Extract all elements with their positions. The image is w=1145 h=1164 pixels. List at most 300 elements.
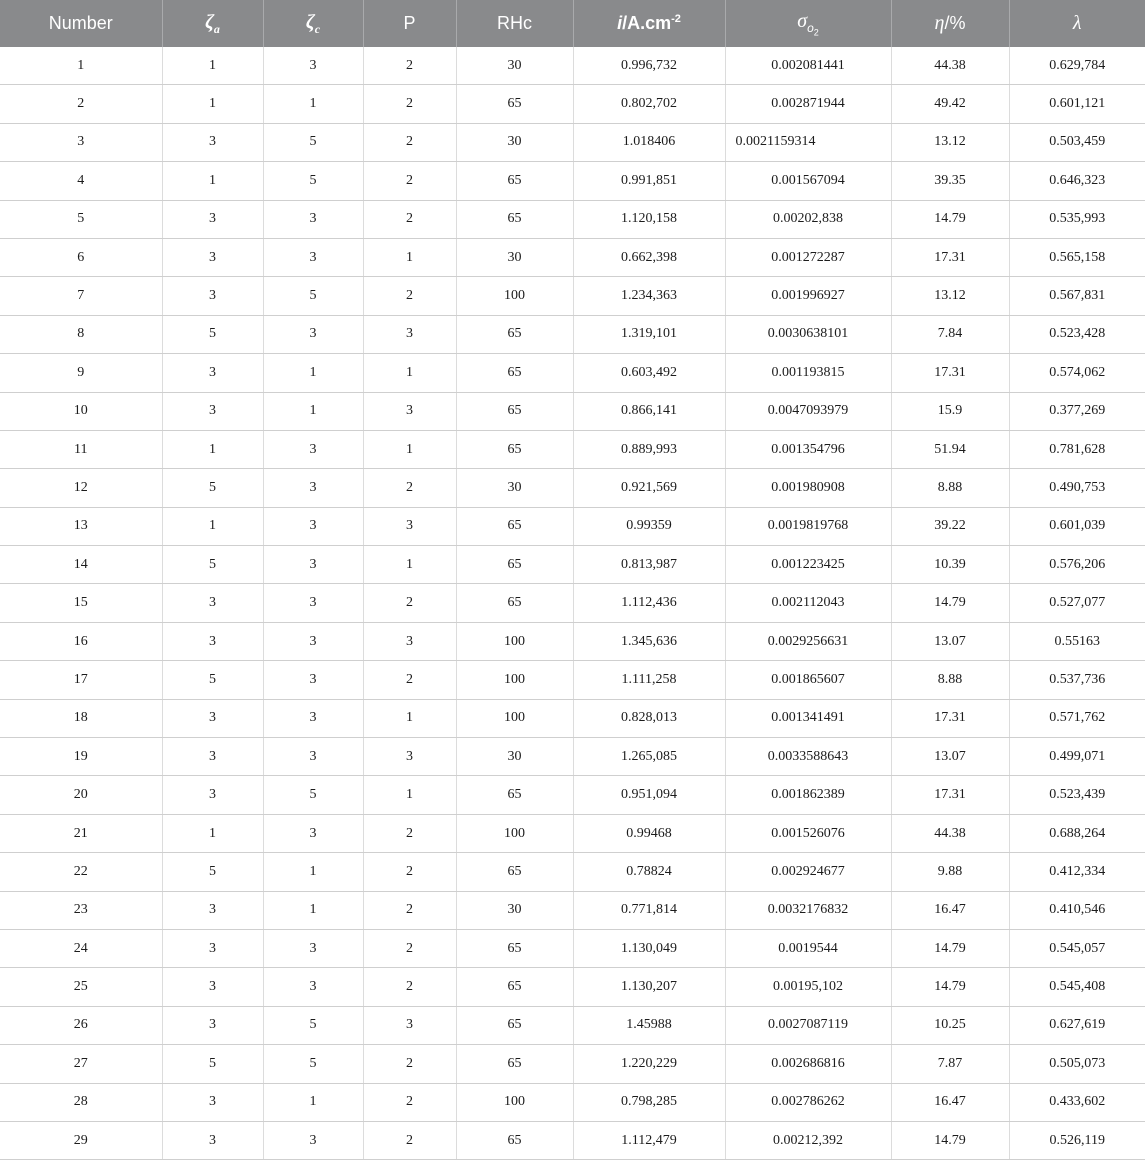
- cell-rhc: 65: [456, 430, 573, 468]
- cell-rhc: 65: [456, 929, 573, 967]
- cell-eta: 13.12: [891, 123, 1009, 161]
- cell-current-density: 0.828,013: [573, 699, 725, 737]
- cell-eta: 10.25: [891, 1006, 1009, 1044]
- cell-rhc: 100: [456, 699, 573, 737]
- cell-zeta-c: 1: [263, 85, 363, 123]
- cell-current-density: 1.112,436: [573, 584, 725, 622]
- cell-rhc: 100: [456, 1083, 573, 1121]
- col-header-lambda: λ: [1009, 0, 1145, 47]
- cell-number: 24: [0, 929, 162, 967]
- cell-zeta-a: 5: [162, 853, 263, 891]
- cell-number: 25: [0, 968, 162, 1006]
- cell-zeta-c: 3: [263, 661, 363, 699]
- cell-lambda: 0.574,062: [1009, 354, 1145, 392]
- cell-eta: 8.88: [891, 469, 1009, 507]
- cell-sigma-o2: 0.0021159314: [725, 123, 891, 161]
- cell-number: 1: [0, 47, 162, 85]
- cell-eta: 44.38: [891, 47, 1009, 85]
- cell-p: 3: [363, 315, 456, 353]
- cell-zeta-c: 3: [263, 622, 363, 660]
- cell-lambda: 0.781,628: [1009, 430, 1145, 468]
- table-row: [0, 891, 1145, 929]
- cell-p: 1: [363, 354, 456, 392]
- cell-p: 1: [363, 238, 456, 276]
- cell-lambda: 0.523,439: [1009, 776, 1145, 814]
- cell-zeta-a: 5: [162, 469, 263, 507]
- cell-lambda: 0.490,753: [1009, 469, 1145, 507]
- cell-current-density: 0.951,094: [573, 776, 725, 814]
- col-header-number: Number: [0, 0, 162, 47]
- cell-current-density: 0.78824: [573, 853, 725, 891]
- cell-p: 2: [363, 891, 456, 929]
- cell-number: 22: [0, 853, 162, 891]
- table-row: [0, 1006, 1145, 1044]
- table-row: [0, 162, 1145, 200]
- cell-current-density: 1.112,479: [573, 1121, 725, 1159]
- cell-rhc: 100: [456, 661, 573, 699]
- cell-eta: 49.42: [891, 85, 1009, 123]
- cell-eta: 14.79: [891, 929, 1009, 967]
- cell-zeta-a: 3: [162, 584, 263, 622]
- cell-lambda: 0.646,323: [1009, 162, 1145, 200]
- cell-zeta-a: 1: [162, 47, 263, 85]
- cell-number: 10: [0, 392, 162, 430]
- cell-eta: 16.47: [891, 891, 1009, 929]
- cell-zeta-a: 5: [162, 546, 263, 584]
- cell-eta: 39.22: [891, 507, 1009, 545]
- table-row: [0, 546, 1145, 584]
- cell-current-density: 1.120,158: [573, 200, 725, 238]
- cell-lambda: 0.433,602: [1009, 1083, 1145, 1121]
- cell-lambda: 0.545,057: [1009, 929, 1145, 967]
- cell-zeta-a: 3: [162, 699, 263, 737]
- cell-sigma-o2: 0.0019819768: [725, 507, 891, 545]
- cell-p: 2: [363, 277, 456, 315]
- cell-p: 1: [363, 776, 456, 814]
- cell-rhc: 30: [456, 738, 573, 776]
- cell-zeta-c: 3: [263, 584, 363, 622]
- cell-sigma-o2: 0.002081441: [725, 47, 891, 85]
- cell-number: 17: [0, 661, 162, 699]
- cell-number: 13: [0, 507, 162, 545]
- cell-number: 8: [0, 315, 162, 353]
- cell-eta: 8.88: [891, 661, 1009, 699]
- cell-zeta-c: 3: [263, 968, 363, 1006]
- cell-p: 3: [363, 507, 456, 545]
- cell-current-density: 0.603,492: [573, 354, 725, 392]
- cell-p: 1: [363, 546, 456, 584]
- cell-zeta-a: 1: [162, 430, 263, 468]
- cell-current-density: 0.798,285: [573, 1083, 725, 1121]
- cell-sigma-o2: 0.00202,838: [725, 200, 891, 238]
- cell-zeta-c: 3: [263, 200, 363, 238]
- cell-eta: 7.84: [891, 315, 1009, 353]
- cell-p: 3: [363, 738, 456, 776]
- cell-zeta-a: 3: [162, 238, 263, 276]
- table-row: [0, 738, 1145, 776]
- table-row: [0, 238, 1145, 276]
- table-row: [0, 277, 1145, 315]
- cell-lambda: 0.571,762: [1009, 699, 1145, 737]
- table-row: [0, 85, 1145, 123]
- col-header-rhc: RHc: [456, 0, 573, 47]
- cell-p: 2: [363, 123, 456, 161]
- table-row: [0, 622, 1145, 660]
- cell-zeta-c: 3: [263, 1121, 363, 1159]
- cell-eta: 10.39: [891, 546, 1009, 584]
- cell-zeta-c: 3: [263, 47, 363, 85]
- cell-lambda: 0.499,071: [1009, 738, 1145, 776]
- cell-current-density: 0.996,732: [573, 47, 725, 85]
- cell-eta: 17.31: [891, 699, 1009, 737]
- cell-number: 6: [0, 238, 162, 276]
- cell-zeta-a: 3: [162, 776, 263, 814]
- cell-zeta-a: 1: [162, 85, 263, 123]
- cell-current-density: 0.99359: [573, 507, 725, 545]
- cell-current-density: 0.771,814: [573, 891, 725, 929]
- cell-rhc: 30: [456, 238, 573, 276]
- cell-sigma-o2: 0.0032176832: [725, 891, 891, 929]
- cell-p: 2: [363, 929, 456, 967]
- cell-eta: 51.94: [891, 430, 1009, 468]
- cell-number: 2: [0, 85, 162, 123]
- cell-zeta-c: 5: [263, 776, 363, 814]
- cell-zeta-c: 3: [263, 738, 363, 776]
- cell-rhc: 65: [456, 776, 573, 814]
- cell-rhc: 30: [456, 47, 573, 85]
- cell-zeta-c: 1: [263, 853, 363, 891]
- cell-zeta-a: 3: [162, 968, 263, 1006]
- cell-number: 29: [0, 1121, 162, 1159]
- cell-current-density: 1.220,229: [573, 1045, 725, 1083]
- cell-number: 11: [0, 430, 162, 468]
- cell-eta: 16.47: [891, 1083, 1009, 1121]
- table-row: [0, 507, 1145, 545]
- cell-zeta-a: 3: [162, 1121, 263, 1159]
- cell-zeta-c: 3: [263, 507, 363, 545]
- cell-sigma-o2: 0.00212,392: [725, 1121, 891, 1159]
- table-row: [0, 354, 1145, 392]
- cell-current-density: 1.234,363: [573, 277, 725, 315]
- cell-number: 23: [0, 891, 162, 929]
- cell-rhc: 65: [456, 1006, 573, 1044]
- table-row: [0, 853, 1145, 891]
- table-row: [0, 469, 1145, 507]
- cell-rhc: 65: [456, 546, 573, 584]
- cell-zeta-a: 3: [162, 200, 263, 238]
- cell-eta: 14.79: [891, 1121, 1009, 1159]
- cell-eta: 7.87: [891, 1045, 1009, 1083]
- cell-rhc: 65: [456, 315, 573, 353]
- cell-sigma-o2: 0.0033588643: [725, 738, 891, 776]
- cell-zeta-c: 5: [263, 123, 363, 161]
- cell-lambda: 0.377,269: [1009, 392, 1145, 430]
- cell-rhc: 65: [456, 507, 573, 545]
- cell-zeta-a: 3: [162, 891, 263, 929]
- cell-zeta-a: 3: [162, 1006, 263, 1044]
- cell-number: 28: [0, 1083, 162, 1121]
- cell-current-density: 1.319,101: [573, 315, 725, 353]
- cell-current-density: 1.45988: [573, 1006, 725, 1044]
- cell-zeta-a: 1: [162, 507, 263, 545]
- cell-current-density: 0.813,987: [573, 546, 725, 584]
- table-row: [0, 47, 1145, 85]
- cell-p: 1: [363, 699, 456, 737]
- cell-lambda: 0.410,546: [1009, 891, 1145, 929]
- cell-lambda: 0.503,459: [1009, 123, 1145, 161]
- cell-eta: 17.31: [891, 238, 1009, 276]
- cell-sigma-o2: 0.001341491: [725, 699, 891, 737]
- cell-lambda: 0.601,039: [1009, 507, 1145, 545]
- cell-zeta-c: 1: [263, 1083, 363, 1121]
- cell-zeta-c: 3: [263, 699, 363, 737]
- cell-lambda: 0.627,619: [1009, 1006, 1145, 1044]
- cell-lambda: 0.526,119: [1009, 1121, 1145, 1159]
- cell-lambda: 0.545,408: [1009, 968, 1145, 1006]
- cell-eta: 39.35: [891, 162, 1009, 200]
- cell-current-density: 0.802,702: [573, 85, 725, 123]
- cell-zeta-a: 1: [162, 162, 263, 200]
- cell-zeta-c: 1: [263, 354, 363, 392]
- cell-p: 2: [363, 85, 456, 123]
- cell-p: 2: [363, 1121, 456, 1159]
- cell-eta: 17.31: [891, 354, 1009, 392]
- table-body: [0, 47, 1145, 1160]
- cell-number: 18: [0, 699, 162, 737]
- cell-zeta-a: 3: [162, 277, 263, 315]
- cell-sigma-o2: 0.002686816: [725, 1045, 891, 1083]
- cell-lambda: 0.535,993: [1009, 200, 1145, 238]
- cell-lambda: 0.55163: [1009, 622, 1145, 660]
- cell-rhc: 65: [456, 853, 573, 891]
- cell-number: 12: [0, 469, 162, 507]
- cell-number: 27: [0, 1045, 162, 1083]
- cell-lambda: 0.629,784: [1009, 47, 1145, 85]
- cell-lambda: 0.576,206: [1009, 546, 1145, 584]
- cell-sigma-o2: 0.002924677: [725, 853, 891, 891]
- cell-number: 9: [0, 354, 162, 392]
- cell-zeta-c: 3: [263, 315, 363, 353]
- cell-zeta-c: 5: [263, 277, 363, 315]
- table-row: [0, 584, 1145, 622]
- cell-current-density: 1.130,207: [573, 968, 725, 1006]
- col-header-zeta-a: $\zeta_a$: [162, 0, 263, 47]
- cell-zeta-a: 3: [162, 1083, 263, 1121]
- cell-sigma-o2: 0.0029256631: [725, 622, 891, 660]
- col-header-current-density: $i/A.cm^{-2}$: [573, 0, 725, 47]
- cell-zeta-a: 3: [162, 929, 263, 967]
- cell-zeta-c: 5: [263, 162, 363, 200]
- table-row: [0, 1083, 1145, 1121]
- cell-sigma-o2: 0.001567094: [725, 162, 891, 200]
- cell-eta: 14.79: [891, 200, 1009, 238]
- cell-rhc: 65: [456, 1045, 573, 1083]
- cell-zeta-c: 5: [263, 1045, 363, 1083]
- cell-zeta-a: 1: [162, 814, 263, 852]
- cell-p: 2: [363, 47, 456, 85]
- cell-number: 19: [0, 738, 162, 776]
- col-header-p: P: [363, 0, 456, 47]
- cell-lambda: 0.527,077: [1009, 584, 1145, 622]
- cell-zeta-a: 3: [162, 738, 263, 776]
- cell-sigma-o2: 0.0030638101: [725, 315, 891, 353]
- cell-sigma-o2: 0.001865607: [725, 661, 891, 699]
- cell-lambda: 0.523,428: [1009, 315, 1145, 353]
- col-header-zeta-c: $\zeta_c$: [263, 0, 363, 47]
- cell-rhc: 65: [456, 354, 573, 392]
- cell-sigma-o2: 0.001354796: [725, 430, 891, 468]
- cell-zeta-c: 5: [263, 1006, 363, 1044]
- cell-rhc: 65: [456, 392, 573, 430]
- cell-rhc: 30: [456, 469, 573, 507]
- cell-eta: 13.07: [891, 738, 1009, 776]
- table-row: [0, 929, 1145, 967]
- cell-sigma-o2: 0.001272287: [725, 238, 891, 276]
- cell-p: 3: [363, 1006, 456, 1044]
- cell-zeta-a: 5: [162, 315, 263, 353]
- cell-sigma-o2: 0.002786262: [725, 1083, 891, 1121]
- cell-current-density: 0.866,141: [573, 392, 725, 430]
- cell-eta: 13.12: [891, 277, 1009, 315]
- cell-sigma-o2: 0.0019544: [725, 929, 891, 967]
- cell-number: 16: [0, 622, 162, 660]
- cell-lambda: 0.688,264: [1009, 814, 1145, 852]
- cell-eta: 17.31: [891, 776, 1009, 814]
- cell-current-density: 1.111,258: [573, 661, 725, 699]
- cell-p: 2: [363, 853, 456, 891]
- cell-sigma-o2: 0.001223425: [725, 546, 891, 584]
- cell-number: 21: [0, 814, 162, 852]
- cell-lambda: 0.505,073: [1009, 1045, 1145, 1083]
- cell-zeta-c: 3: [263, 238, 363, 276]
- cell-p: 2: [363, 200, 456, 238]
- cell-rhc: 65: [456, 85, 573, 123]
- cell-number: 14: [0, 546, 162, 584]
- table-row: [0, 315, 1145, 353]
- cell-zeta-a: 3: [162, 354, 263, 392]
- cell-current-density: 1.265,085: [573, 738, 725, 776]
- cell-zeta-a: 3: [162, 392, 263, 430]
- table-row: [0, 661, 1145, 699]
- cell-current-density: 0.889,993: [573, 430, 725, 468]
- table-row: [0, 968, 1145, 1006]
- cell-p: 2: [363, 1045, 456, 1083]
- cell-rhc: 65: [456, 584, 573, 622]
- col-header-eta: η/%: [891, 0, 1009, 47]
- cell-sigma-o2: 0.001996927: [725, 277, 891, 315]
- cell-rhc: 65: [456, 162, 573, 200]
- cell-p: 3: [363, 392, 456, 430]
- cell-p: 2: [363, 162, 456, 200]
- cell-number: 26: [0, 1006, 162, 1044]
- table-row: [0, 123, 1145, 161]
- table-row: [0, 814, 1145, 852]
- cell-p: 2: [363, 584, 456, 622]
- cell-number: 7: [0, 277, 162, 315]
- cell-current-density: 0.991,851: [573, 162, 725, 200]
- cell-zeta-c: 3: [263, 469, 363, 507]
- cell-eta: 15.9: [891, 392, 1009, 430]
- cell-eta: 14.79: [891, 968, 1009, 1006]
- cell-number: 3: [0, 123, 162, 161]
- cell-eta: 9.88: [891, 853, 1009, 891]
- cell-lambda: 0.537,736: [1009, 661, 1145, 699]
- cell-sigma-o2: 0.00195,102: [725, 968, 891, 1006]
- cell-sigma-o2: 0.0047093979: [725, 392, 891, 430]
- cell-current-density: 0.99468: [573, 814, 725, 852]
- table-row: [0, 430, 1145, 468]
- cell-number: 4: [0, 162, 162, 200]
- cell-rhc: 100: [456, 814, 573, 852]
- table-row: [0, 699, 1145, 737]
- cell-number: 15: [0, 584, 162, 622]
- cell-rhc: 65: [456, 968, 573, 1006]
- table-row: [0, 776, 1145, 814]
- cell-rhc: 65: [456, 1121, 573, 1159]
- cell-zeta-c: 1: [263, 891, 363, 929]
- cell-rhc: 30: [456, 123, 573, 161]
- cell-rhc: 30: [456, 891, 573, 929]
- cell-zeta-c: 3: [263, 546, 363, 584]
- cell-eta: 14.79: [891, 584, 1009, 622]
- cell-rhc: 100: [456, 277, 573, 315]
- cell-sigma-o2: 0.002871944: [725, 85, 891, 123]
- cell-zeta-a: 5: [162, 1045, 263, 1083]
- cell-p: 2: [363, 814, 456, 852]
- cell-p: 3: [363, 622, 456, 660]
- cell-sigma-o2: 0.0027087119: [725, 1006, 891, 1044]
- cell-zeta-c: 3: [263, 929, 363, 967]
- cell-p: 2: [363, 1083, 456, 1121]
- cell-sigma-o2: 0.001862389: [725, 776, 891, 814]
- table-row: [0, 200, 1145, 238]
- cell-current-density: 0.921,569: [573, 469, 725, 507]
- cell-zeta-c: 3: [263, 814, 363, 852]
- cell-zeta-c: 1: [263, 392, 363, 430]
- table-row: [0, 392, 1145, 430]
- cell-p: 2: [363, 469, 456, 507]
- cell-eta: 44.38: [891, 814, 1009, 852]
- cell-rhc: 65: [456, 200, 573, 238]
- cell-current-density: 1.018406: [573, 123, 725, 161]
- cell-sigma-o2: 0.002112043: [725, 584, 891, 622]
- cell-lambda: 0.601,121: [1009, 85, 1145, 123]
- cell-sigma-o2: 0.001526076: [725, 814, 891, 852]
- table-row: [0, 1045, 1145, 1083]
- cell-number: 20: [0, 776, 162, 814]
- cell-zeta-a: 3: [162, 123, 263, 161]
- cell-lambda: 0.565,158: [1009, 238, 1145, 276]
- cell-p: 1: [363, 430, 456, 468]
- table-row: [0, 1121, 1145, 1159]
- cell-current-density: 0.662,398: [573, 238, 725, 276]
- cell-eta: 13.07: [891, 622, 1009, 660]
- cell-rhc: 100: [456, 622, 573, 660]
- cell-sigma-o2: 0.001193815: [725, 354, 891, 392]
- cell-lambda: 0.412,334: [1009, 853, 1145, 891]
- cell-zeta-a: 3: [162, 622, 263, 660]
- cell-current-density: 1.345,636: [573, 622, 725, 660]
- cell-p: 2: [363, 968, 456, 1006]
- cell-zeta-a: 5: [162, 661, 263, 699]
- cell-zeta-c: 3: [263, 430, 363, 468]
- cell-number: 5: [0, 200, 162, 238]
- cell-lambda: 0.567,831: [1009, 277, 1145, 315]
- cell-sigma-o2: 0.001980908: [725, 469, 891, 507]
- cell-current-density: 1.130,049: [573, 929, 725, 967]
- col-header-sigma-o2: $\sigma_{o_2}$: [725, 0, 891, 47]
- cell-p: 2: [363, 661, 456, 699]
